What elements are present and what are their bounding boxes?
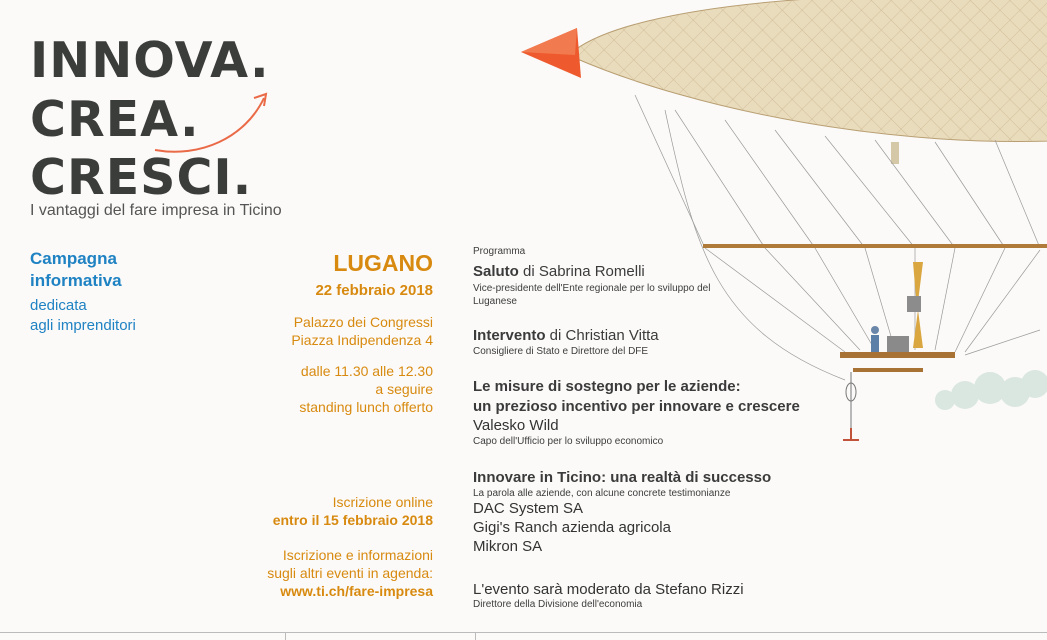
event-time: dalle 11.30 alle 12.30 bbox=[300, 363, 433, 379]
company-item: DAC System SA bbox=[473, 500, 584, 517]
greeting-title: Saluto bbox=[473, 263, 519, 280]
airship-illustration bbox=[515, 0, 1047, 460]
event-lunch: standing lunch offerto bbox=[299, 399, 433, 415]
support-title-line-1: Le misure di sostegno per le aziende: bbox=[473, 378, 741, 395]
success-subtitle: La parola alle aziende, con alcune concrete testimonianze bbox=[473, 488, 731, 499]
company-item: Gigi's Ranch azienda agricola bbox=[473, 519, 671, 536]
campaign-line-4: agli imprenditori bbox=[30, 317, 136, 334]
support-speaker: Valesko Wild bbox=[473, 417, 559, 434]
moderator: L'evento sarà moderato da Stefano Rizzi bbox=[473, 581, 744, 598]
success-title: Innovare in Ticino: una realtà di successo bbox=[473, 469, 772, 486]
registration-link[interactable]: www.ti.ch/fare-impresa bbox=[280, 583, 433, 599]
moderator-role: Direttore della Divisione dell'economia bbox=[473, 599, 643, 610]
campaign-line-3: dedicata bbox=[30, 297, 87, 314]
intervention-speaker: di Christian Vitta bbox=[545, 327, 659, 344]
subtitle: I vantaggi del fare impresa in Ticino bbox=[30, 202, 282, 219]
greeting-speaker-role: Vice-presidente dell'Ente regionale per lo sviluppo del Luganese bbox=[473, 283, 711, 307]
event-date: 22 febbraio 2018 bbox=[315, 282, 433, 299]
support-title-line-2: un prezioso incentivo per innovare e crescere bbox=[473, 398, 800, 415]
event-city: LUGANO bbox=[333, 250, 433, 276]
info-line-2: sugli altri eventi in agenda: bbox=[267, 565, 433, 581]
headline-line-2: CREA. bbox=[30, 91, 200, 148]
intervention-title: Intervento bbox=[473, 327, 546, 344]
greeting-speaker: di Sabrina Romelli bbox=[518, 263, 645, 280]
campaign-line-2: informativa bbox=[30, 271, 122, 290]
event-venue: Palazzo dei Congressi bbox=[293, 314, 433, 330]
headline-line-3: CRESCI. bbox=[30, 149, 253, 206]
bottom-divider bbox=[0, 632, 1047, 633]
campaign-line-1: Campagna bbox=[30, 249, 117, 268]
program-label: Programma bbox=[473, 246, 526, 257]
event-address: Piazza Indipendenza 4 bbox=[291, 332, 433, 348]
info-line-1: Iscrizione e informazioni bbox=[282, 547, 433, 563]
column-divider bbox=[475, 632, 476, 640]
growth-arrow-icon bbox=[150, 88, 275, 160]
registration-deadline: entro il 15 febbraio 2018 bbox=[272, 512, 433, 528]
event-followup: a seguire bbox=[375, 381, 433, 397]
intervention-speaker-role: Consigliere di Stato e Direttore del DFE bbox=[473, 346, 649, 357]
support-speaker-role: Capo dell'Ufficio per lo sviluppo economico bbox=[473, 436, 664, 447]
company-item: Mikron SA bbox=[473, 538, 543, 555]
headline-line-1: INNOVA. bbox=[30, 32, 270, 89]
campaign-block bbox=[30, 248, 136, 336]
registration-label: Iscrizione online bbox=[332, 494, 433, 510]
column-divider bbox=[285, 632, 286, 640]
